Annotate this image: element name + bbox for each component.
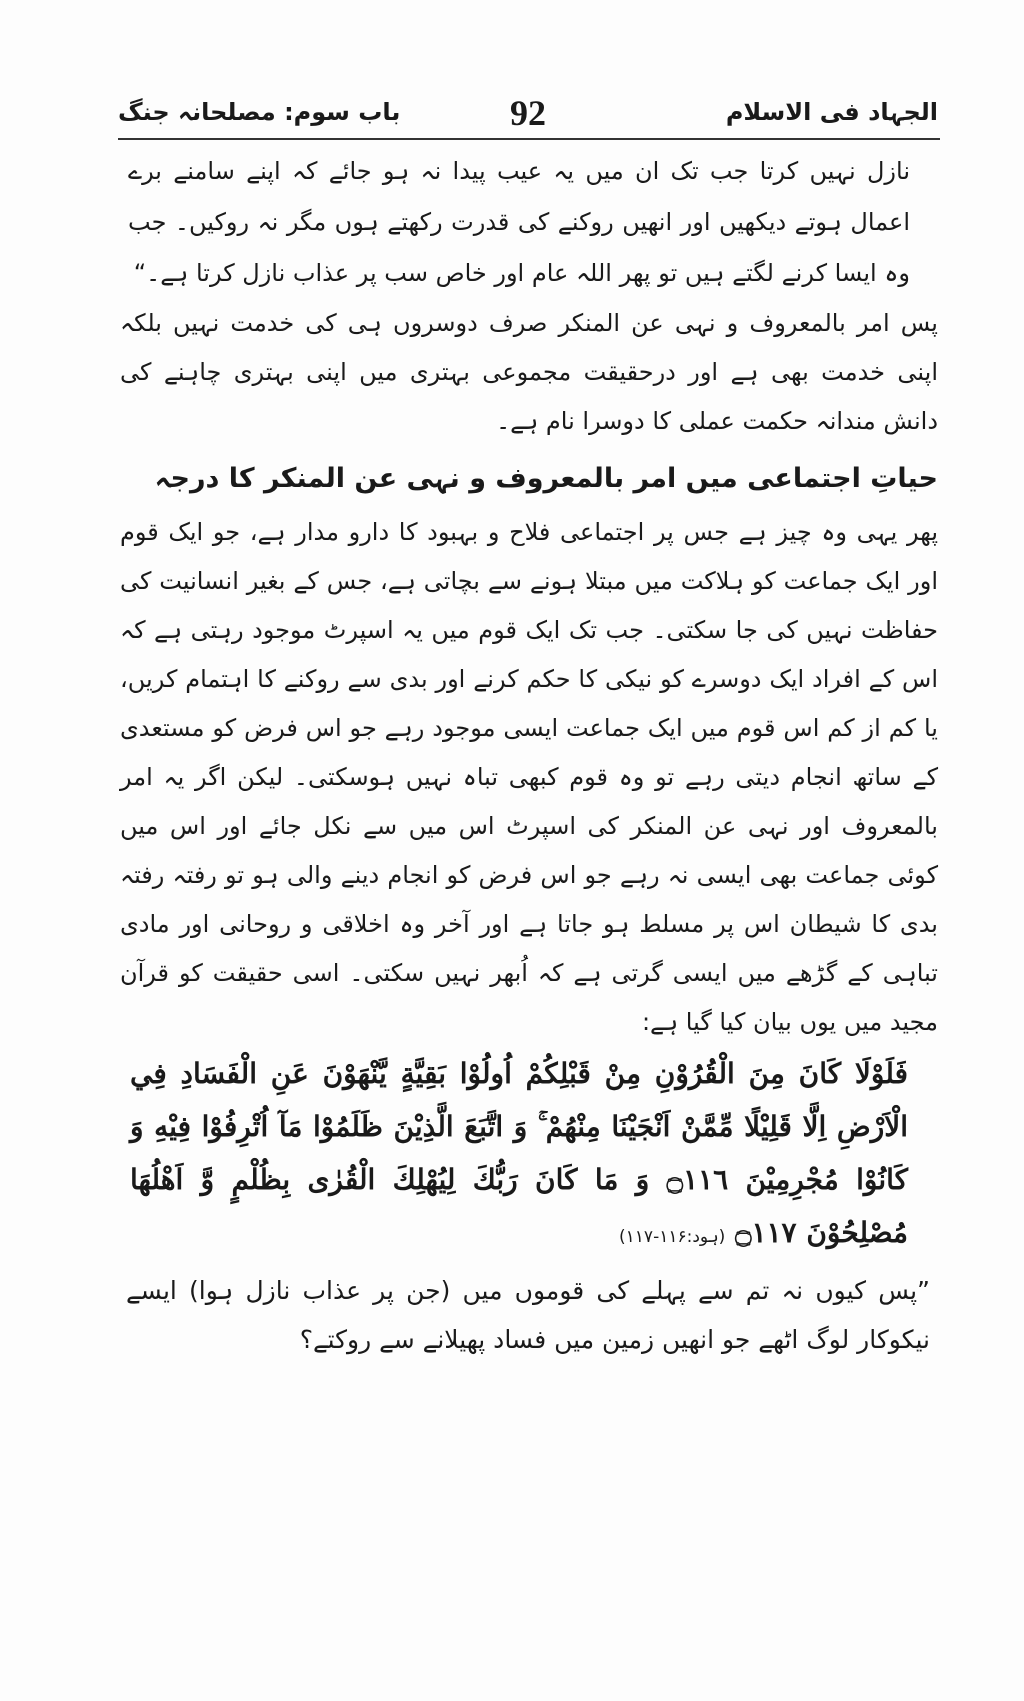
verse-translation: ”پس کیوں نہ تم سے پہلے کی قوموں میں (جن پر عذاب نازل ہوا) ایسے نیکوکار لوگ اٹھے جو انھیں زمین میں فساد پھیلانے سے روکتے؟ <box>126 1276 930 1354</box>
section-heading: حیاتِ اجتماعی میں امر بالمعروف و نہی عن المنکر کا درجہ <box>154 463 938 494</box>
verse-text: فَلَوْلَا كَانَ مِنَ الْقُرُوْنِ مِنْ قَبْلِكُمْ اُولُوْا بَقِيَّةٍ يَّنْهَوْنَ عَنِ الْفَسَادِ فِي الْاَرْضِ اِلَّا قَلِيْلًا مِّمَّنْ اَنْجَيْنَا مِنْهُمْ ۚ وَ اتَّبَعَ الَّذِيْنَ ظَلَمُوْا مَآ اُتْرِفُوْا فِيْهِ وَ كَانُوْا مُجْرِمِيْنَ ۝١١٦ وَ مَا كَانَ رَبُّكَ لِيُهْلِكَ الْقُرٰى بِظُلْمٍ وَّ اَهْلُهَا مُصْلِحُوْنَ ۝١١٧ <box>130 1057 908 1249</box>
running-header <box>118 92 938 142</box>
quran-verse <box>130 1047 908 1264</box>
page-number: 92 <box>510 93 546 133</box>
quote-continuation: نازل نہیں کرتا جب تک ان میں یہ عیب پیدا نہ ہو جائے کہ اپنے سامنے برے اعمال ہوتے دیکھیں اور انھیں روکنے کی قدرت رکھتے ہوں مگر نہ روکیں۔ جب وہ ایسا کرنے لگتے ہیں تو پھر اللہ عام اور خاص سب پر عذاب نازل کرتا ہے۔“ <box>128 157 910 287</box>
header-rule <box>118 138 940 140</box>
chapter-title: باب سوم: مصلحانہ جنگ <box>118 98 401 126</box>
verse-reference: (ہود:۱۱۶-۱۱۷) <box>619 1227 726 1247</box>
page-body <box>120 146 938 1364</box>
paragraph-1: پس امر بالمعروف و نہی عن المنکر صرف دوسروں ہی کی خدمت نہیں بلکہ اپنی خدمت بھی ہے اور درحقیقت مجموعی بہتری میں اپنی بہتری چاہنے کی دانش مندانہ حکمت عملی کا دوسرا نام ہے۔ <box>120 309 938 435</box>
paragraph-2: پھر یہی وہ چیز ہے جس پر اجتماعی فلاح و بہبود کا دارو مدار ہے، جو ایک قوم اور ایک جماعت کو ہلاکت میں مبتلا ہونے سے بچاتی ہے، جس کے بغیر انسانیت کی حفاظت نہیں کی جا سکتی۔ جب تک ایک قوم میں یہ اسپرٹ موجود رہتی ہے کہ اس کے افراد ایک دوسرے کو نیکی کا حکم کرنے اور بدی سے روکنے کا اہتمام کریں، یا کم از کم اس قوم میں ایک جماعت ایسی موجود رہے جو اس فرض کو مستعدی کے ساتھ انجام دیتی رہے تو وہ قوم کبھی تباہ نہیں ہوسکتی۔ لیکن اگر یہ امر بالمعروف اور نہی عن المنکر کی اسپرٹ اس میں سے نکل جائے اور اس میں کوئی جماعت بھی ایسی نہ رہے جو اس فرض کو انجام دینے والی ہو تو رفتہ رفتہ بدی کا شیطان اس پر مسلط ہو جاتا ہے اور آخر وہ اخلاقی و روحانی اور مادی تباہی کے گڑھے میں ایسی گرتی ہے کہ اُبھر نہیں سکتی۔ اسی حقیقت کو قرآن مجید میں یوں بیان کیا گیا ہے: <box>120 518 938 1036</box>
book-title: الجہاد فی الاسلام <box>725 98 938 126</box>
